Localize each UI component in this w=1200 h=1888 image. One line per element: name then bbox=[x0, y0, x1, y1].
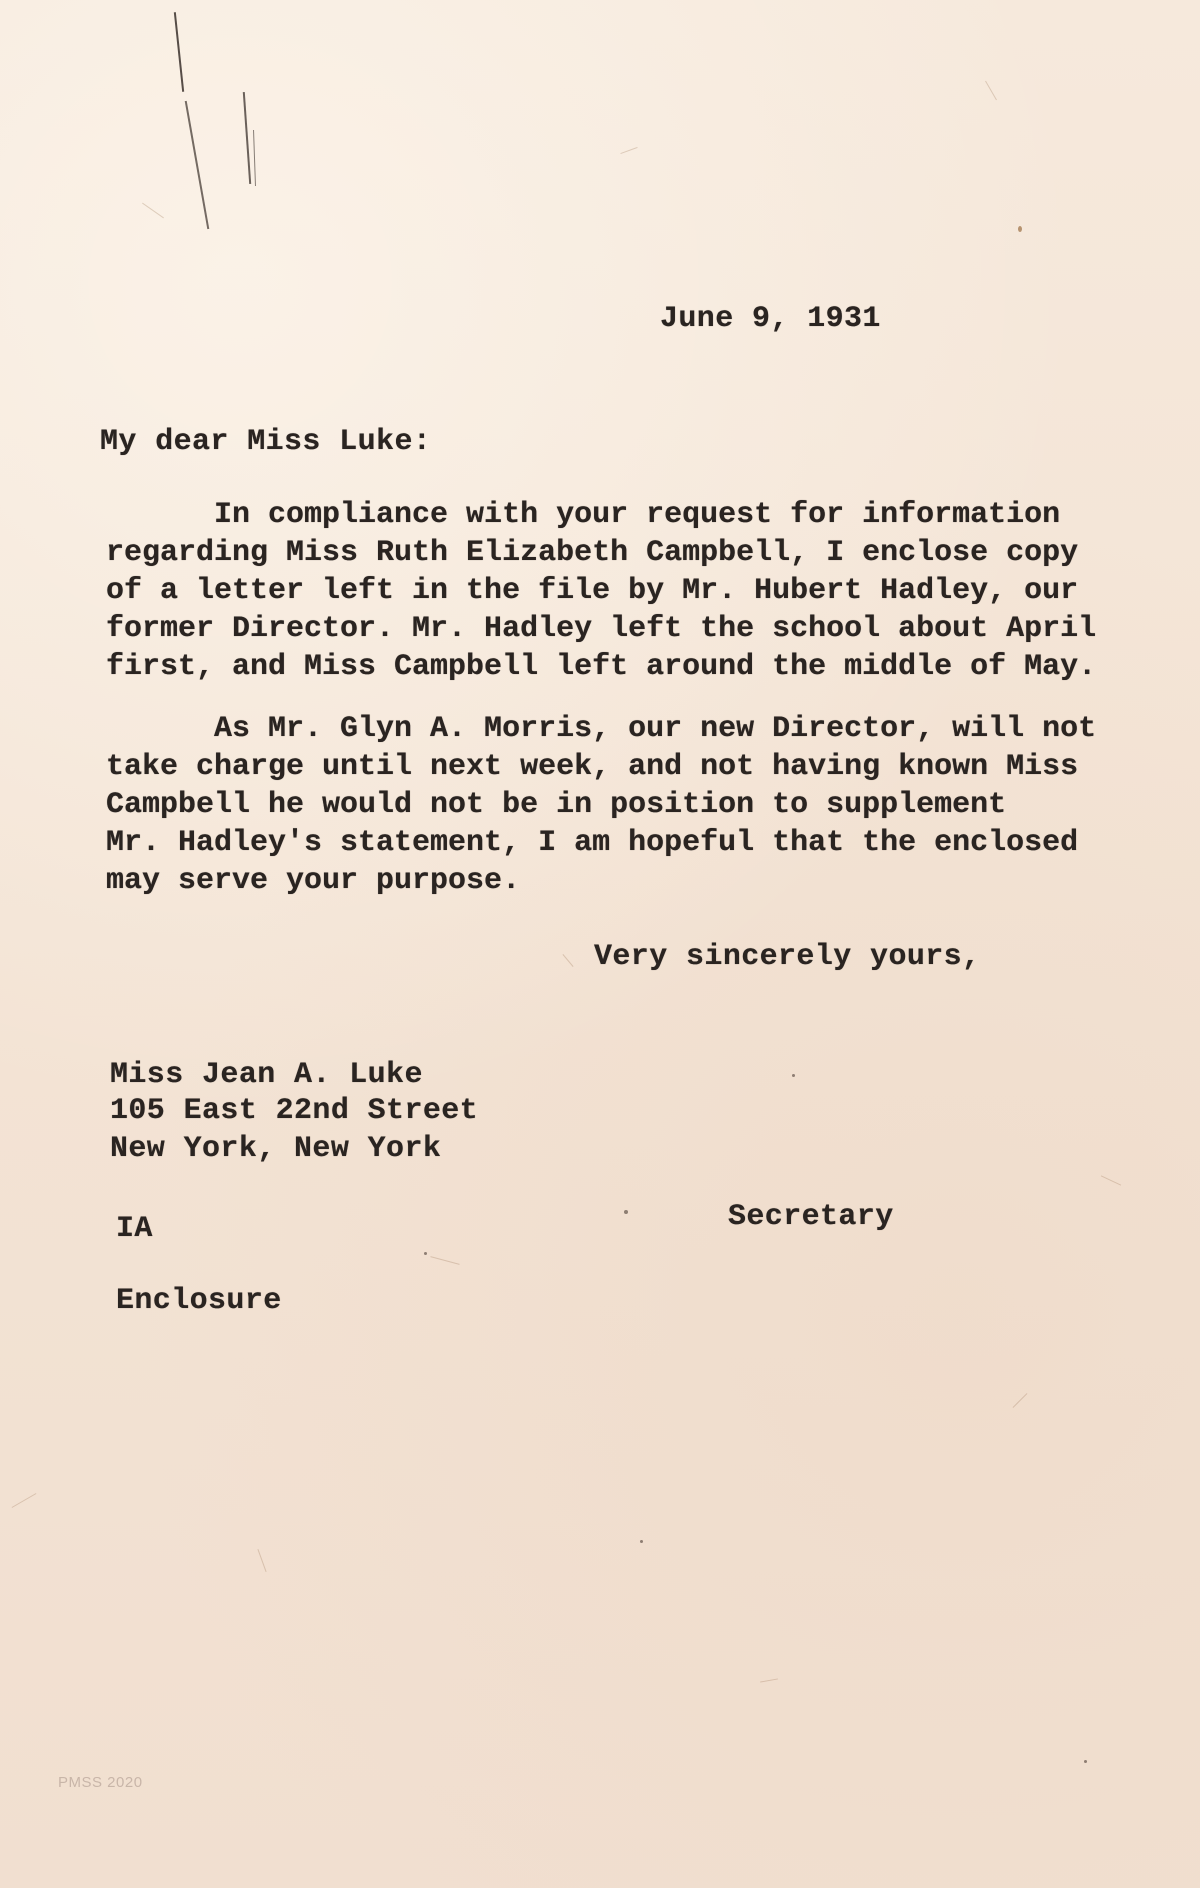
paper-speck bbox=[624, 1210, 628, 1214]
paper-fiber bbox=[142, 203, 164, 219]
paragraph-line: As Mr. Glyn A. Morris, our new Director, will not bbox=[106, 712, 1097, 746]
paper-speck bbox=[424, 1252, 427, 1255]
paper-fiber bbox=[985, 81, 997, 101]
paper-fiber bbox=[1101, 1175, 1121, 1185]
paper-fiber bbox=[760, 1678, 778, 1682]
paper-speck bbox=[1018, 226, 1022, 232]
address-street: 105 East 22nd Street bbox=[110, 1094, 479, 1128]
paragraph-line: Campbell he would not be in position to supplement bbox=[106, 788, 1007, 822]
ink-mark bbox=[253, 130, 256, 186]
paper-speck bbox=[640, 1540, 643, 1543]
paragraph-line: of a letter left in the file by Mr. Hubert Hadley, our bbox=[106, 574, 1079, 608]
paragraph-1 bbox=[106, 496, 1156, 686]
closing: Very sincerely yours, bbox=[594, 940, 981, 974]
paper-fiber bbox=[620, 147, 637, 154]
paragraph-line: first, and Miss Campbell left around the middle of May. bbox=[106, 650, 1097, 684]
letter-date: June 9, 1931 bbox=[660, 302, 881, 336]
paper-fiber bbox=[1013, 1393, 1028, 1408]
paragraph-line: In compliance with your request for information bbox=[106, 498, 1061, 532]
salutation: My dear Miss Luke: bbox=[100, 425, 432, 459]
paragraph-2 bbox=[106, 710, 1156, 900]
paper-fiber bbox=[12, 1493, 37, 1508]
paper-fiber bbox=[257, 1549, 266, 1572]
paragraph-line: take charge until next week, and not having known Miss bbox=[106, 750, 1079, 784]
address-city: New York, New York bbox=[110, 1132, 442, 1166]
ink-mark bbox=[243, 92, 251, 184]
paragraph-line: Mr. Hadley's statement, I am hopeful that the enclosed bbox=[106, 826, 1079, 860]
paper-fiber bbox=[562, 954, 573, 967]
paper-fiber bbox=[430, 1256, 459, 1265]
paper-speck bbox=[792, 1074, 795, 1077]
paper-speck bbox=[1084, 1760, 1087, 1763]
typist-initials: IA bbox=[116, 1212, 153, 1246]
paragraph-line: may serve your purpose. bbox=[106, 864, 521, 898]
archive-watermark: PMSS 2020 bbox=[58, 1774, 143, 1791]
paragraph-line: former Director. Mr. Hadley left the school about April bbox=[106, 612, 1097, 646]
address-name: Miss Jean A. Luke bbox=[110, 1058, 423, 1092]
signer-title: Secretary bbox=[728, 1200, 894, 1234]
ink-mark bbox=[185, 101, 210, 229]
paragraph-line: regarding Miss Ruth Elizabeth Campbell, I enclose copy bbox=[106, 536, 1079, 570]
ink-mark bbox=[174, 12, 184, 92]
enclosure-note: Enclosure bbox=[116, 1284, 282, 1318]
